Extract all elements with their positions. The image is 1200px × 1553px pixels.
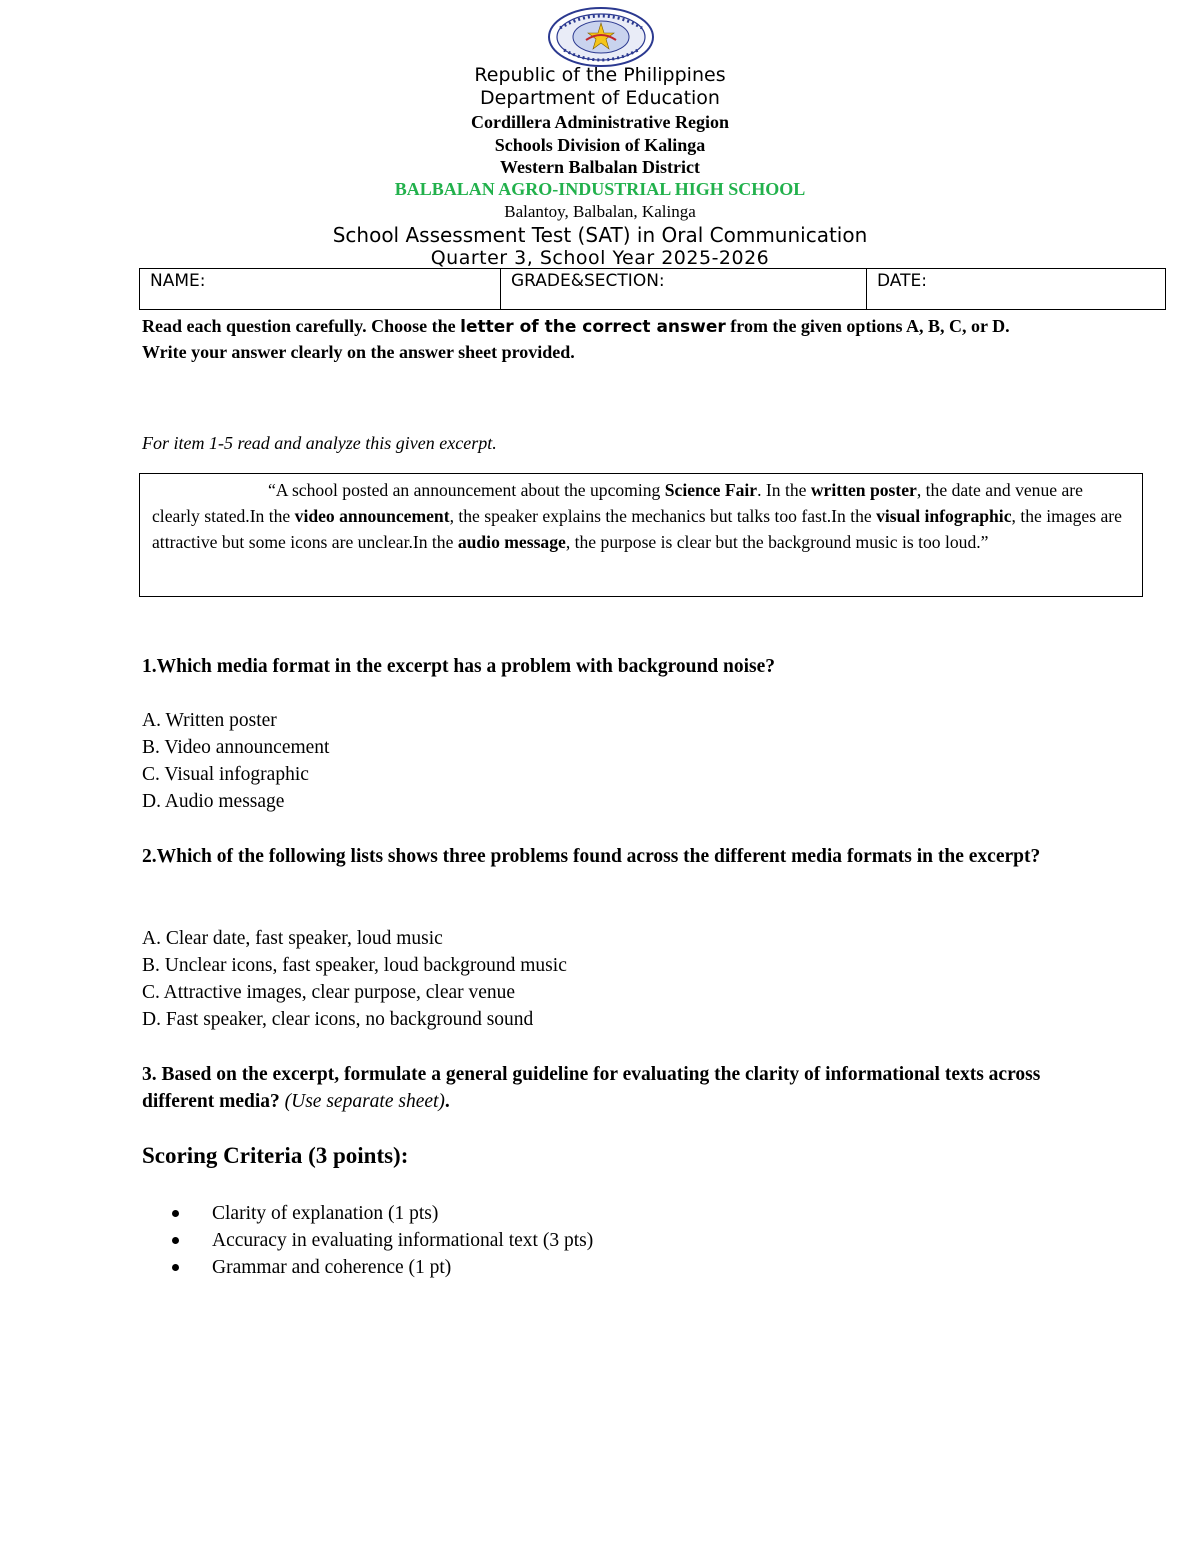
option-2b: B. Unclear icons, fast speaker, loud background music (142, 955, 567, 976)
instructions-line-1: Read each question carefully. Choose the letter of the correct answer from the given options A, B, C, or D. (142, 316, 1010, 337)
option-1d: D. Audio message (142, 791, 285, 812)
deped-seal-icon (546, 6, 656, 68)
header-division: Schools Division of Kalinga (494, 135, 706, 155)
instructions (142, 314, 1102, 365)
header-region: Cordillera Administrative Region (471, 112, 729, 132)
header-republic: Republic of the Philippines (474, 64, 726, 86)
header-school-name: BALBALAN AGRO-INDUSTRIAL HIGH SCHOOL (394, 179, 806, 199)
header-address: Balantoy, Balbalan, Kalinga (504, 202, 696, 221)
student-info-table (139, 268, 1166, 310)
bullet-icon (172, 1264, 179, 1271)
header-district: Western Balbalan District (500, 157, 700, 177)
option-1b: B. Video announcement (142, 737, 330, 758)
list-item: Clarity of explanation (1 pts) (172, 1200, 593, 1227)
question-2: 2.Which of the following lists shows three problems found across the different media formats in the excerpt? (142, 846, 1041, 867)
bullet-icon (172, 1237, 179, 1244)
name-label: NAME: (150, 271, 206, 291)
question-2-options (142, 925, 567, 1033)
excerpt-intro: For item 1-5 read and analyze this given excerpt. (142, 433, 497, 453)
question-1-options (142, 707, 329, 815)
grade-section-field[interactable] (501, 269, 867, 309)
scoring-criteria-list (172, 1200, 593, 1281)
date-field[interactable] (867, 269, 1165, 309)
option-2a: A. Clear date, fast speaker, loud music (142, 928, 443, 949)
test-title: School Assessment Test (SAT) in Oral Communication (332, 223, 868, 247)
question-1: 1.Which media format in the excerpt has a problem with background noise? (142, 656, 776, 677)
list-item: Accuracy in evaluating informational text (3 pts) (172, 1227, 593, 1254)
date-label: DATE: (877, 271, 927, 291)
option-1c: C. Visual infographic (142, 764, 309, 785)
excerpt-box: “A school posted an announcement about the upcoming Science Fair. In the written poster, the date and venue are clearly stated.In the video announcement, the speaker explains the mechanics but talks too fast.In the visual infographic, the images are attractive but some icons are unclear.In the audio message, the purpose is clear but the background music is too loud.” (139, 473, 1143, 597)
list-item: Grammar and coherence (1 pt) (172, 1254, 593, 1281)
bullet-icon (172, 1210, 179, 1217)
scoring-criteria-title: Scoring Criteria (3 points): (142, 1143, 409, 1168)
option-1a: A. Written poster (142, 710, 277, 731)
quarter-school-year: Quarter 3, School Year 2025-2026 (430, 247, 770, 269)
option-2c: C. Attractive images, clear purpose, clear venue (142, 982, 516, 1003)
name-field[interactable] (140, 269, 501, 309)
question-3: 3. Based on the excerpt, formulate a general guideline for evaluating the clarity of informational texts across different media? (Use separate sheet). (142, 1064, 1041, 1112)
instructions-line-2: Write your answer clearly on the answer sheet provided. (142, 342, 575, 362)
grade-section-label: GRADE&SECTION: (511, 271, 665, 291)
question-3-note: (Use separate sheet) (284, 1091, 445, 1112)
header-department: Department of Education (480, 87, 720, 109)
option-2d: D. Fast speaker, clear icons, no background sound (142, 1009, 534, 1030)
